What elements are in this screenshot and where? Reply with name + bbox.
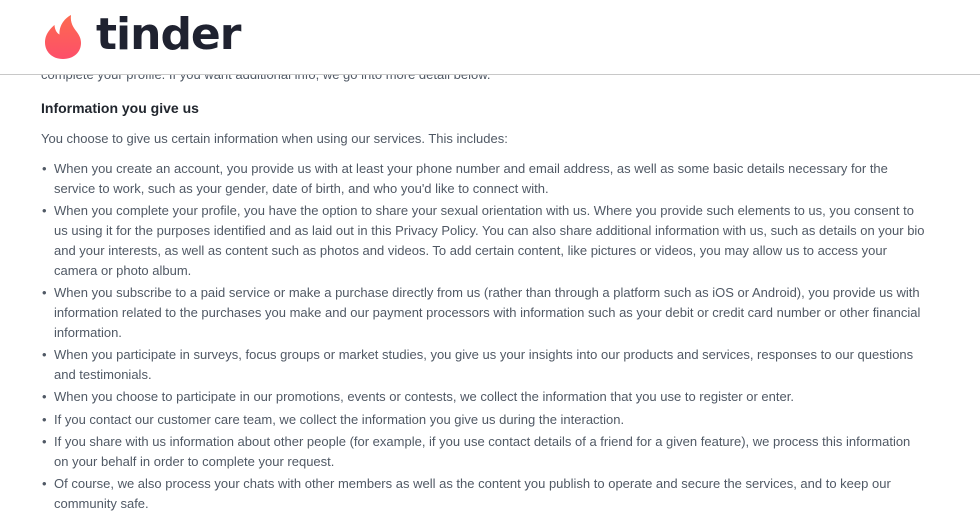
tinder-logo[interactable] [44, 9, 241, 62]
flame-icon [44, 14, 82, 60]
list-item [41, 474, 926, 514]
list-item [41, 387, 926, 407]
list-item [41, 410, 926, 430]
bullet-icon: • [42, 203, 47, 219]
list-item [41, 201, 926, 280]
list-item [41, 159, 926, 199]
list-item [41, 345, 926, 385]
bullet-icon: • [42, 284, 47, 300]
list-item [41, 283, 926, 342]
bullet-icon: • [42, 476, 47, 492]
section-heading: Information you give us [41, 100, 199, 116]
list-item-text: When you complete your profile, you have the option to share your sexual orientation with us. Where you provide such elements to us, you consent to us using it for the purposes identified and as laid out in this Privacy Policy. You can also share additional information with us, such as details on your bio and your interests, as well as content such as photos and videos. To add certain content, like pictures or videos, you may allow us to access your camera or photo album. [54, 203, 925, 278]
list-item-text: If you share with us information about other people (for example, if you use contact details of a friend for a given feature), we process this information on your behalf in order to complete your request. [54, 433, 911, 469]
list-item-text: When you choose to participate in our promotions, events or contests, we collect the information that you use to register or enter. [54, 389, 794, 405]
information-list [41, 159, 926, 516]
brand-wordmark: tinder [96, 9, 241, 60]
site-header [0, 0, 980, 75]
bullet-icon: • [42, 411, 47, 427]
list-item [41, 432, 926, 472]
list-item-text: Of course, we also process your chats with other members as well as the content you publish to operate and secure the services, and to keep our community safe. [54, 476, 891, 511]
list-item-text: When you subscribe to a paid service or make a purchase directly from us (rather than through a platform such as iOS or Android), you provide us with information related to the purchases you make and our payment processors with information such as your debit or credit card number or other financial information. [54, 284, 921, 340]
bullet-icon: • [42, 389, 47, 405]
list-item-text: If you contact our customer care team, we collect the information you give us during the interaction. [54, 411, 625, 427]
list-item-text: When you create an account, you provide us with at least your phone number and email address, as well as some basic details necessary for the service to work, such as your gender, date of birth, and who you'd like to connect with. [54, 161, 888, 196]
list-item-text: When you participate in surveys, focus groups or market studies, you give us your insights into our products and services, responses to our questions and testimonials. [54, 346, 914, 382]
section-lead: You choose to give us certain information when using our services. This includes: [41, 131, 508, 146]
bullet-icon: • [42, 433, 47, 449]
bullet-icon: • [42, 346, 47, 362]
bullet-icon: • [42, 161, 47, 176]
